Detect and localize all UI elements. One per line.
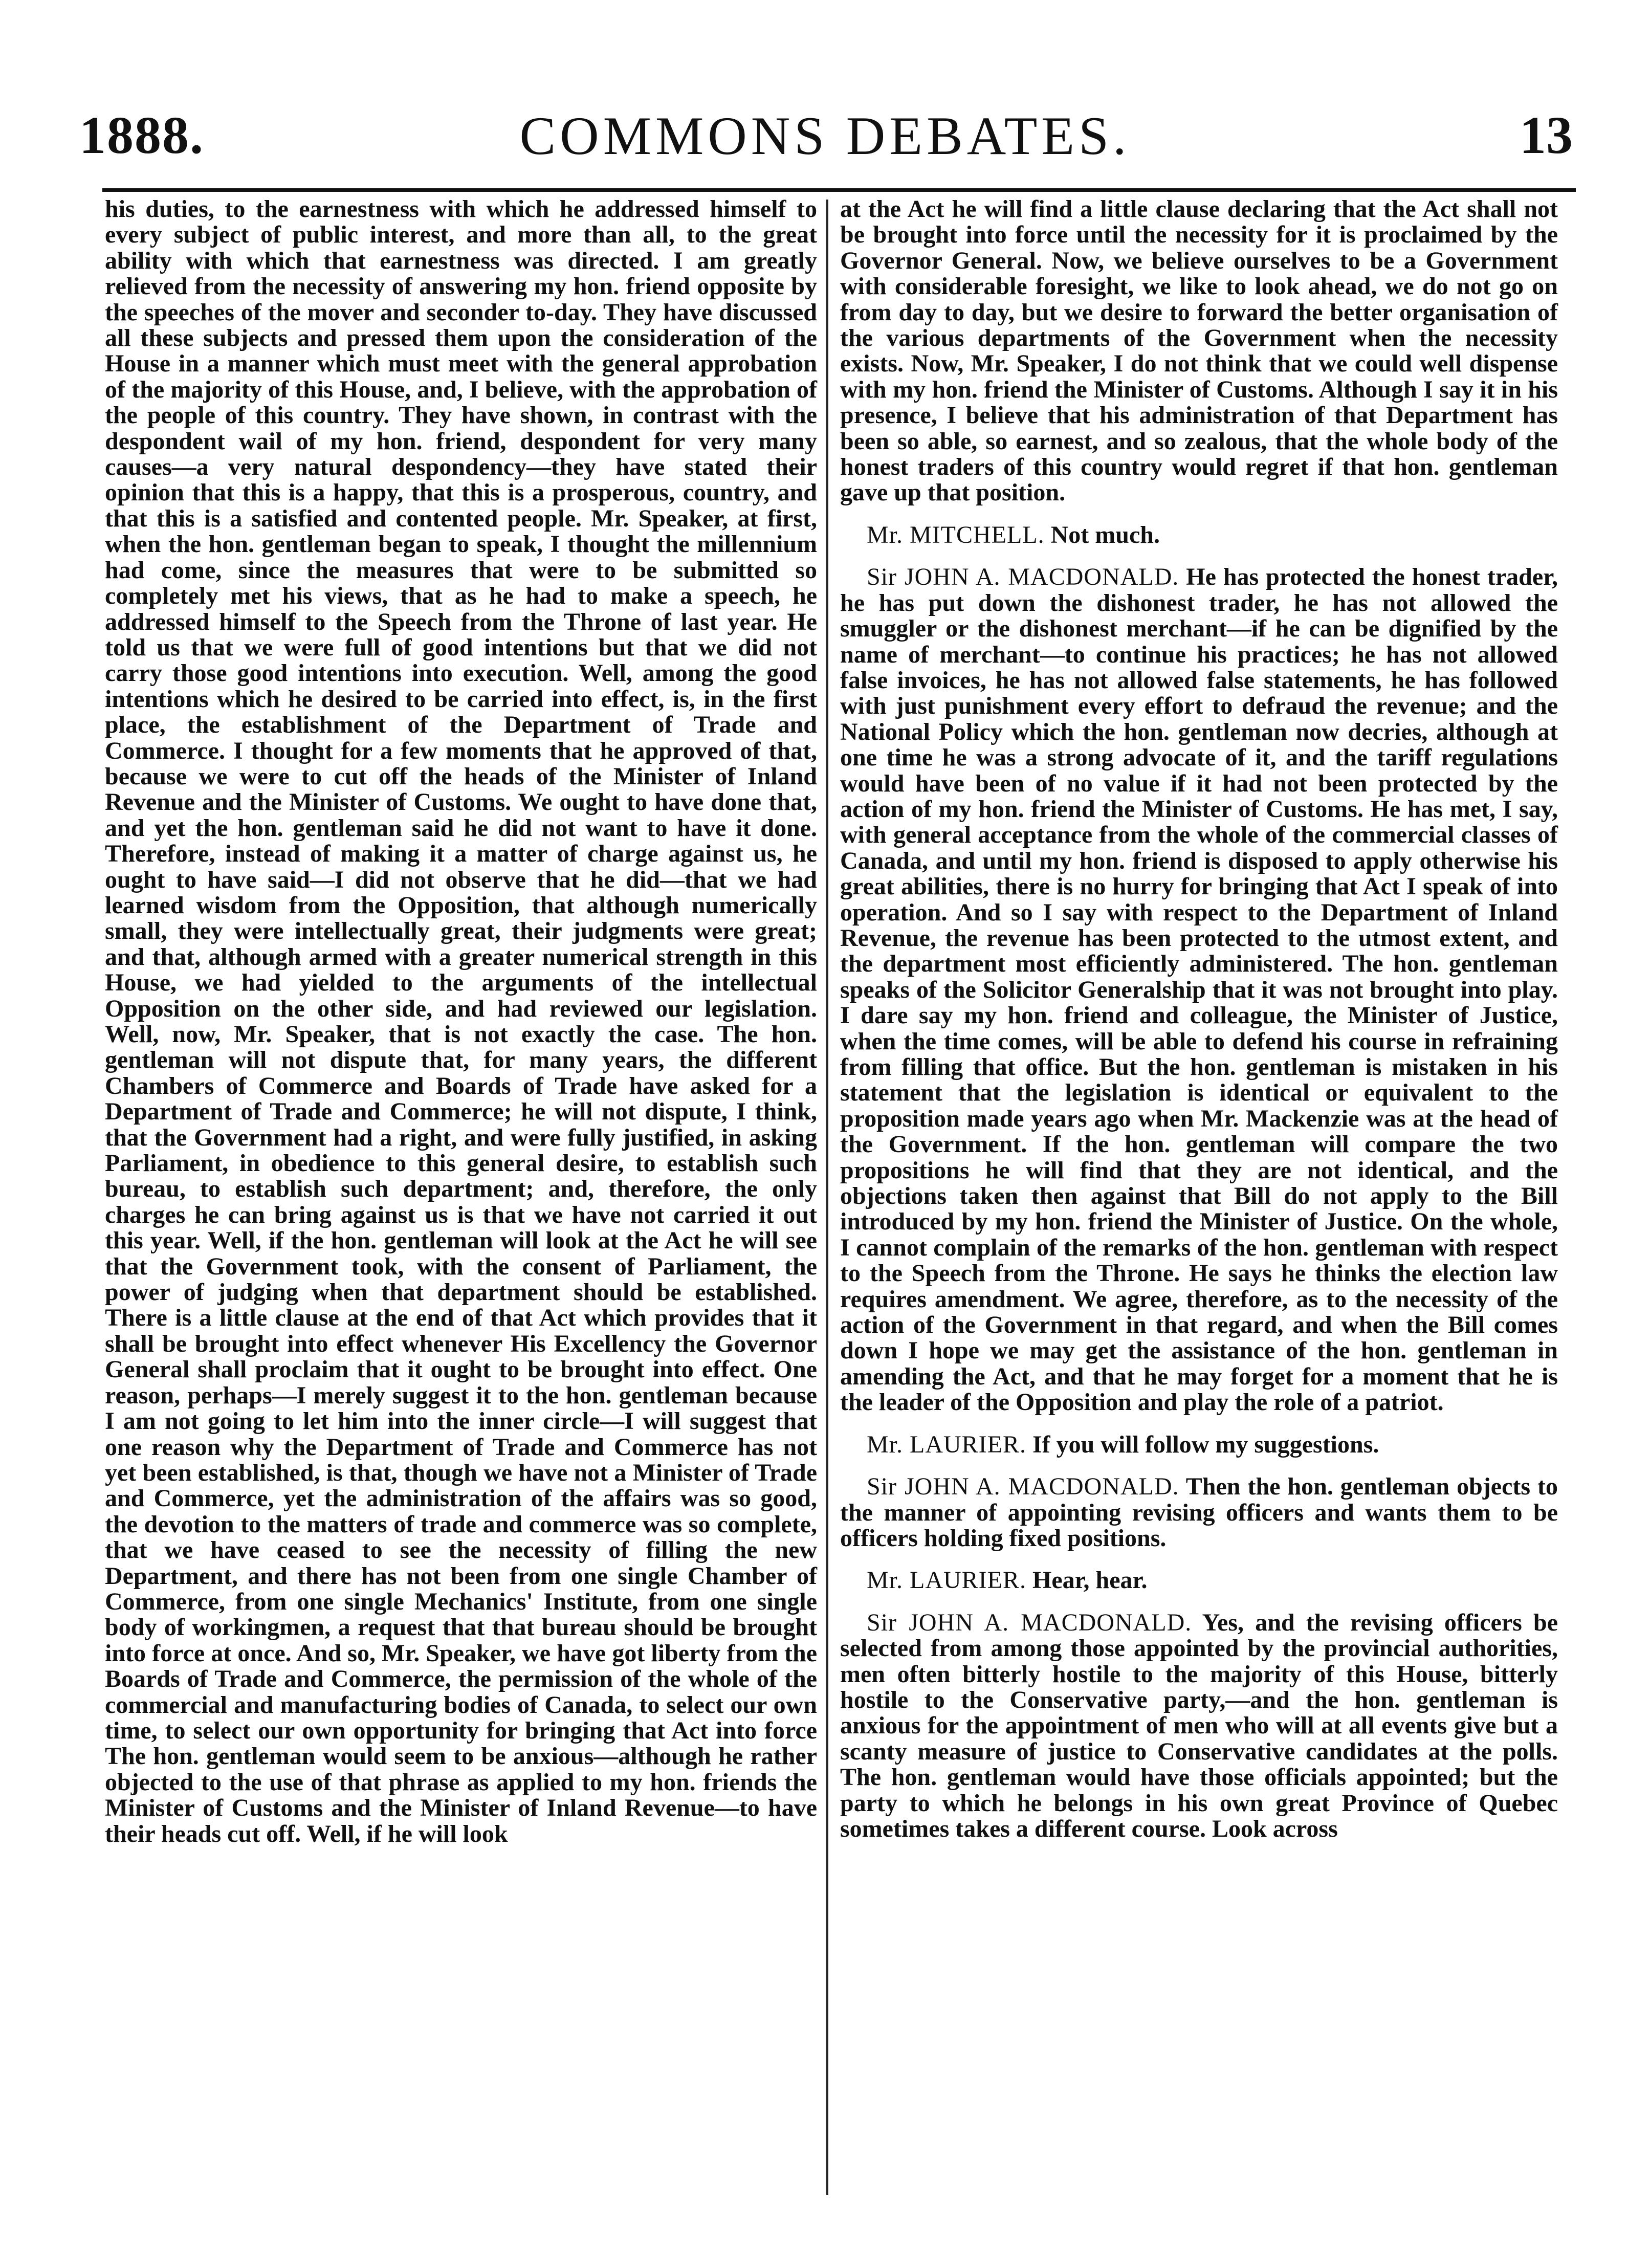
- speech-text: Then the hon. gentleman objects to the manner of appointing revising officers and wants them to be officers holding fixed positions.: [840, 1473, 1558, 1552]
- page-header: [0, 0, 1650, 174]
- speech-text: Yes, and the revising officers be selected from among those appointed by the provincial authorities, men often bitterly hostile to the majority of this House, bitterly hostile to the Conservative party,—and the hon. gentleman is anxious for the appointment of men who will at all events give but a scanty measure of justice to Conservative candidates at the polls. The hon. gentleman would have those officials appointed; but the party to which he belongs in his own great Province of Quebec sometimes takes a different course. Look across: [840, 1609, 1558, 1842]
- right-opening-paragraph: at the Act he will find a little clause declaring that the Act shall not be brought into force until the necessity for it is proclaimed by the Governor General. Now, we believe ourselves to be a Government with considerable foresight, we like to look ahead, we do not go on from day to day, but we desire to forward the better organisation of the various departments of the Government when the necessity exists. Now, Mr. Speaker, I do not think that we could well dispense with my hon. friend the Minister of Customs. Although I say it in his presence, I believe that his administration of that Department has been so able, so earnest, and so zealous, that the whole body of the honest traders of this country would regret if that hon. gentleman gave up that position.: [840, 195, 1558, 507]
- speech-text: If you will follow my suggestions.: [1032, 1430, 1379, 1458]
- speech-paragraph: [840, 1432, 1558, 1458]
- speaker-name: Mr. LAURIER.: [867, 1567, 1026, 1594]
- speech-paragraph: [840, 1474, 1558, 1551]
- left-paragraph: his duties, to the earnestness with which he addressed himself to every subject of public interest, and more than all, to the great ability with which that earnestness was directed. I am greatly relieved from the necessity of answering my hon. friend opposite by the speeches of the mover and seconder to-day. They have discussed all these subjects and pressed them upon the consideration of the House in a manner which must meet with the general approbation of the majority of this House, and, I believe, with the approbation of the people of this country. They have shown, in contrast with the despondent wail of my hon. friend, despondent for very many causes—a very natural despondency—they have stated their opinion that this is a happy, that this is a prosperous, country, and that this is a satisfied and contented people. Mr. Speaker, at first, when the hon. gentleman began to speak, I thought the millennium had come, since the measures that were to be submitted so completely met his views, that as he had to make a speech, he addressed himself to the Speech from the Throne of last year. He told us that we were full of good intentions but that we did not carry those good intentions into execution. Well, among the good intentions which he desired to be carried into effect, is, in the first place, the establishment of the Department of Trade and Commerce. I thought for a few moments that he approved of that, because we were to cut off the heads of the Minister of Inland Revenue and the Minister of Customs. We ought to have done that, and yet the hon. gentleman said he did not want to have it done. Therefore, instead of making it a matter of charge against us, he ought to have said—I did not observe that he did—that we had learned wisdom from the Opposition, that although numerically small, they were intellectually great, their judgments were great; and that, although armed with a greater numerical strength in this House, we had yielded to the arguments of the intellectual Opposition on the other side, and had reviewed our legislation. Well, now, Mr. Speaker, that is not exactly the case. The hon. gentleman will not dispute that, for many years, the different Chambers of Commerce and Boards of Trade have asked for a Department of Trade and Commerce; he will not dispute, I think, that the Government had a right, and were fully justified, in asking Parliament, in obedience to this general desire, to establish such bureau, to establish such department; and, therefore, the only charges he can bring against us is that we have not carried it out this year. Well, if the hon. gentleman will look at the Act he will see that the Government took, with the consent of Parliament, the power of judging when that department should be established. There is a little clause at the end of that Act which provides that it shall be brought into effect whenever His Excellency the Governor General shall proclaim that it ought to be brought into effect. One reason, perhaps—I merely suggest it to the hon. gentleman because I am not going to let him into the inner circle—I will suggest that one reason why the Department of Trade and Commerce has not yet been established, is that, though we have not a Minister of Trade and Commerce, yet the administration of the affairs was so good, the devotion to the matters of trade and commerce was so complete, that we have ceased to see the necessity of filling the new Department, and there has not been from one single Chamber of Commerce, from one single Mechanics' Institute, from one single body of workingmen, a request that that bureau should be brought into force at once. And so, Mr. Speaker, we have got liberty from the Boards of Trade and Commerce, the permission of the whole of the commercial and manufacturing bodies of Canada, to select our own time, to select our own opportunity for bringing that Act into force The hon. gentleman would seem to be anxious—although he rather objected to the use of that phrase as applied to my hon. friends the Minister of Customs and the Minister of Inland Revenue—to have their heads cut off. Well, if he will look: [105, 195, 817, 1847]
- speaker-name: Mr. MITCHELL.: [867, 521, 1045, 548]
- speech-text: He has protected the honest trader, he has put down the dishonest trader, he has not allowed the smuggler or the dishonest merchant—if he can be dignified by the name of merchant—to continue his practices; he has not allowed false invoices, he has not allowed false statements, he has followed with just punishment every effort to defraud the revenue; and the National Policy which the hon. gentleman now decries, although at one time he was a strong advocate of it, and the tariff regulations would have been of no value if it had not been protected by the action of my hon. friend the Minister of Customs. He has met, I say, with general acceptance from the whole of the commercial classes of Canada, and until my hon. friend is disposed to apply otherwise his great abilities, there is no hurry for bringing that Act I speak of into operation. And so I say with respect to the Department of Inland Revenue, the revenue has been protected to the utmost extent, and the department most efficiently administered. The hon. gentleman speaks of the Solicitor Generalship that it was not brought into play. I dare say my hon. friend and colleague, the Minister of Justice, when the time comes, will be able to defend his course in refraining from filling that office. But the hon. gentleman is mistaken in his statement that the legislation is identical or equivalent to the proposition made years ago when Mr. Mackenzie was at the head of the Government. If the hon. gentleman will compare the two propositions he will find that they are not identical, and the objections taken then against that Bill do not apply to the Bill introduced by my hon. friend the Minister of Justice. On the whole, I cannot complain of the remarks of the hon. gentleman with respect to the Speech from the Throne. He says he thinks the election law requires amendment. We agree, therefore, as to the necessity of the action of the Government in that regard, and when the Bill comes down I hope we may get the assistance of the hon. gentleman in amending the Act, and that he may forget for a moment that he is the leader of the Opposition and play the role of a patriot.: [840, 563, 1558, 1416]
- speaker-name: Mr. LAURIER.: [867, 1430, 1026, 1458]
- header-rule: [102, 188, 1576, 192]
- speaker-name: Sir JOHN A. MACDONALD.: [867, 563, 1179, 591]
- page-number: 13: [1520, 106, 1573, 165]
- header-title: COMMONS DEBATES.: [519, 106, 1131, 166]
- speech-text: Not much.: [1050, 521, 1160, 548]
- column-divider: [826, 200, 828, 2195]
- header-year: 1888.: [79, 106, 204, 165]
- speech-paragraph: [840, 1568, 1558, 1593]
- speaker-name: Sir JOHN A. MACDONALD.: [867, 1473, 1179, 1501]
- left-column: [105, 196, 817, 1847]
- right-column: [840, 196, 1558, 1842]
- speaker-name: Sir JOHN A. MACDONALD.: [867, 1609, 1192, 1636]
- speech-paragraph: [840, 564, 1558, 1415]
- speech-paragraph: [840, 1610, 1558, 1842]
- speech-paragraph: [840, 522, 1558, 548]
- speech-text: Hear, hear.: [1032, 1567, 1148, 1594]
